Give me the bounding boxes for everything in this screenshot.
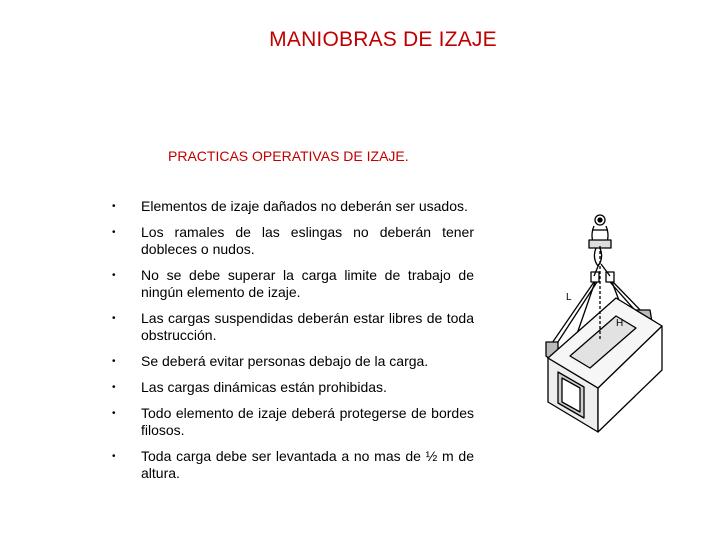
list-item: • Las cargas suspendidas deberán estar libres de toda obstrucción. <box>112 310 474 343</box>
bullet-icon: • <box>112 408 116 419</box>
lifting-block-illustration-icon <box>536 206 676 436</box>
list-item: • No se debe superar la carga limite de trabajo de ningún elemento de izaje. <box>112 267 474 300</box>
figure-label-h: H <box>616 318 624 329</box>
bullet-icon: • <box>112 270 116 281</box>
bullet-icon: • <box>112 382 116 393</box>
section-subtitle: PRACTICAS OPERATIVAS DE IZAJE. <box>168 148 409 164</box>
bullet-icon: • <box>112 356 116 367</box>
bullet-icon: • <box>112 451 116 462</box>
list-item: • Toda carga debe ser levantada a no mas de ½ m de altura. <box>112 448 474 481</box>
page-title: MANIOBRAS DE IZAJE <box>269 28 497 51</box>
bullet-icon: • <box>112 201 116 212</box>
list-item: • Se deberá evitar personas debajo de la carga. <box>112 353 429 369</box>
list-item: • Elementos de izaje dañados no deberán ser usados. <box>112 198 468 214</box>
bullet-list <box>112 198 474 491</box>
list-item: • Todo elemento de izaje deberá protegerse de bordes filosos. <box>112 405 474 438</box>
list-item: • Las cargas dinámicas están prohibidas. <box>112 379 387 395</box>
list-item: • Los ramales de las eslingas no deberán tener dobleces o nudos. <box>112 224 474 257</box>
bullet-icon: • <box>112 227 116 238</box>
figure-label-l: L <box>566 292 572 303</box>
bullet-icon: • <box>112 313 116 324</box>
